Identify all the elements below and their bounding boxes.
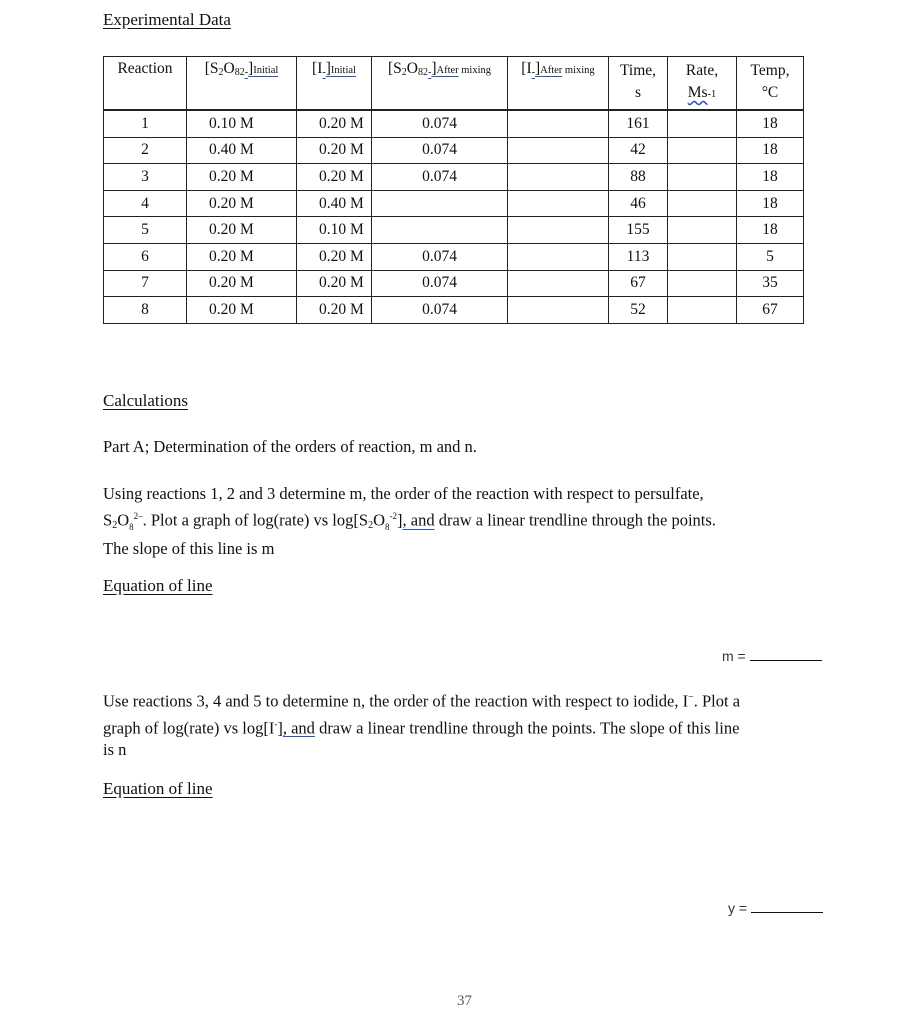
cell-time: 113 [609,243,668,270]
cell-s2o8-initial: 0.20 M [187,190,297,217]
cell-reaction: 8 [104,297,187,324]
part-a-paragraph-2: Use reactions 3, 4 and 5 to determine n, the order of the reaction with respect to iodide, I−. Plot a graph of log(rate) vs log[I-], and draw a linear trendline through the points. The slope of this line is n [103,691,741,759]
cell-i-after [508,110,609,137]
cell-i-after [508,137,609,164]
cell-i-initial: 0.20 M [297,110,372,137]
experimental-data-table [103,56,804,324]
cell-temp: 5 [737,243,804,270]
cell-s2o8-initial: 0.20 M [187,270,297,297]
header-i-after: [I-]After mixing [508,57,609,111]
m-answer-field[interactable] [722,646,822,666]
cell-i-after [508,164,609,191]
part-a-paragraph-1: Using reactions 1, 2 and 3 determine m, the order of the reaction with respect to persulfate, $S2O_8^{2-}$. Plot a graph of log(rate) vs $\log[S2O_8^{-2}]$, and draw a linear trendline through the points. The slope of this line is m [103,484,716,558]
header-s2o8-initial: [S2O82-]Initial [187,57,297,111]
table-row [104,270,804,297]
cell-s2o8-initial: 0.10 M [187,110,297,137]
equation-of-line-label-2: Equation of line [103,779,213,798]
cell-temp: 18 [737,217,804,244]
cell-s2o8-after [372,217,508,244]
cell-i-initial: 0.20 M [297,164,372,191]
table-row [104,137,804,164]
cell-temp: 18 [737,110,804,137]
table-row [104,110,804,137]
y-answer-field[interactable] [728,898,823,918]
cell-time: 42 [609,137,668,164]
cell-i-initial: 0.20 M [297,270,372,297]
cell-rate [668,270,737,297]
section-title-calculations: Calculations [103,391,188,410]
cell-i-after [508,217,609,244]
cell-s2o8-initial: 0.40 M [187,137,297,164]
cell-time: 52 [609,297,668,324]
cell-i-initial: 0.20 M [297,137,372,164]
cell-s2o8-initial: 0.20 M [187,297,297,324]
equation-of-line-label-1: Equation of line [103,576,213,595]
cell-s2o8-after: 0.074 [372,270,508,297]
header-i-initial: [I-]Initial [297,57,372,111]
cell-reaction: 4 [104,190,187,217]
header-temp: Temp, °C [737,57,804,111]
cell-temp: 67 [737,297,804,324]
header-time: Time, s [609,57,668,111]
cell-time: 67 [609,270,668,297]
cell-temp: 18 [737,137,804,164]
cell-time: 155 [609,217,668,244]
cell-i-after [508,297,609,324]
table-row [104,297,804,324]
cell-i-after [508,243,609,270]
part-a-title: Part A; Determination of the orders of reaction, m and n. [103,437,477,456]
cell-rate [668,164,737,191]
cell-temp: 35 [737,270,804,297]
cell-rate [668,137,737,164]
cell-s2o8-initial: 0.20 M [187,243,297,270]
table-row [104,243,804,270]
cell-i-initial: 0.10 M [297,217,372,244]
m-label: m = [722,648,746,664]
cell-rate [668,110,737,137]
cell-s2o8-initial: 0.20 M [187,164,297,191]
cell-reaction: 2 [104,137,187,164]
m-blank[interactable] [750,646,822,661]
y-label: y = [728,900,748,916]
cell-s2o8-after: 0.074 [372,110,508,137]
cell-rate [668,190,737,217]
table-row [104,164,804,191]
cell-i-initial: 0.20 M [297,297,372,324]
table-row [104,190,804,217]
cell-s2o8-after: 0.074 [372,137,508,164]
page-number: 37 [457,993,472,1009]
cell-s2o8-after: 0.074 [372,243,508,270]
y-blank[interactable] [751,898,823,913]
cell-i-after [508,270,609,297]
cell-temp: 18 [737,190,804,217]
cell-i-initial: 0.40 M [297,190,372,217]
cell-s2o8-initial: 0.20 M [187,217,297,244]
header-reaction: Reaction [104,57,187,111]
header-rate: Rate, Ms-1 [668,57,737,111]
cell-rate [668,243,737,270]
cell-reaction: 3 [104,164,187,191]
cell-rate [668,297,737,324]
table-row [104,217,804,244]
header-s2o8-after: [S2O82-]After mixing [372,57,508,111]
cell-s2o8-after: 0.074 [372,297,508,324]
cell-reaction: 5 [104,217,187,244]
cell-i-initial: 0.20 M [297,243,372,270]
cell-i-after [508,190,609,217]
cell-reaction: 7 [104,270,187,297]
cell-time: 46 [609,190,668,217]
section-title-experimental: Experimental Data [103,10,231,29]
cell-s2o8-after: 0.074 [372,164,508,191]
cell-time: 88 [609,164,668,191]
cell-reaction: 6 [104,243,187,270]
cell-rate [668,217,737,244]
cell-time: 161 [609,110,668,137]
table-header-row [104,57,804,111]
cell-s2o8-after [372,190,508,217]
cell-temp: 18 [737,164,804,191]
cell-reaction: 1 [104,110,187,137]
